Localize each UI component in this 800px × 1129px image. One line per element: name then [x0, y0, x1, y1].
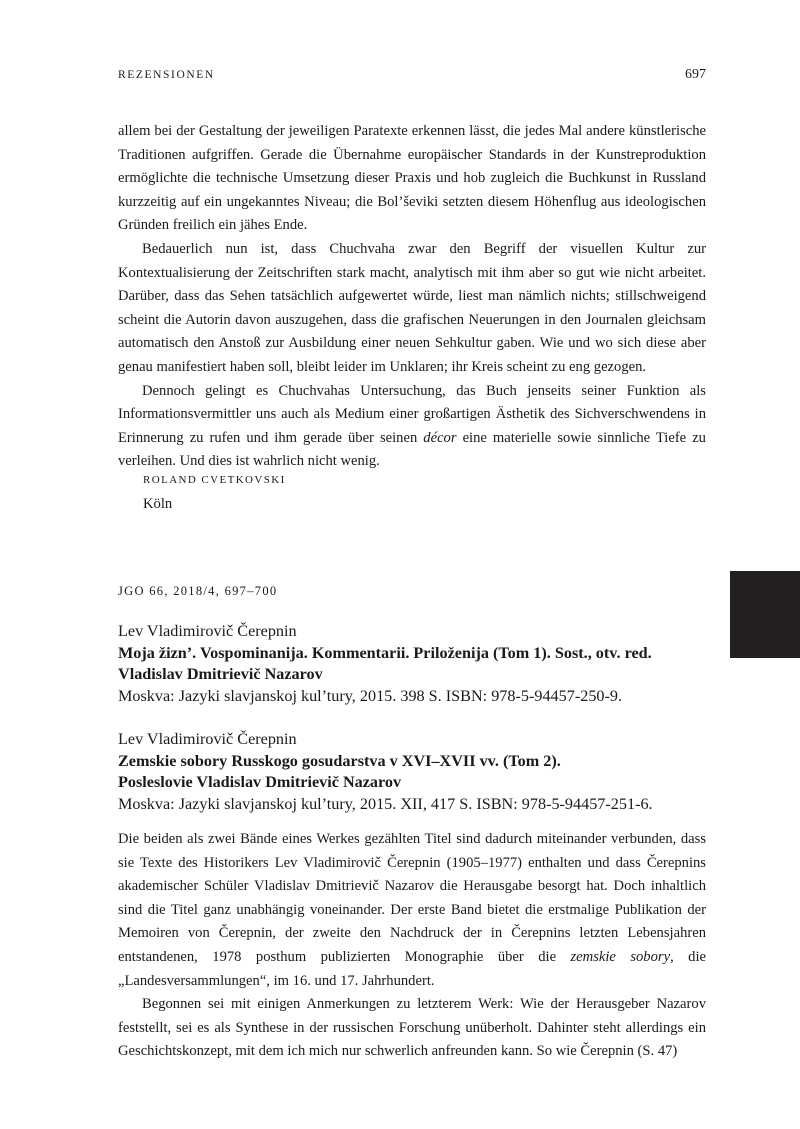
running-title: REZENSIONEN — [118, 69, 215, 81]
book-title: Moja žizn’. Vospominanija. Kommentarii. Priloženija (Tom 1). Sost., otv. red. — [118, 643, 652, 662]
book-title: Posleslovie Vladislav Dmitrievič Nazarov — [118, 773, 402, 791]
emphasized-term: zemskie sobory — [570, 948, 671, 965]
previous-review-body — [118, 120, 706, 474]
journal-reference: JGO 66, 2018/4, 697–700 — [118, 584, 278, 598]
review-body — [118, 828, 706, 1064]
book-title: Vladislav Dmitrievič Nazarov — [118, 665, 323, 683]
paragraph — [118, 828, 706, 993]
paragraph-text: eine materielle sowie sinnliche Tiefe zu verleihen. Und dies ist wahrlich nicht wenig. — [118, 429, 706, 470]
reviewer-signature — [143, 472, 286, 513]
running-head — [118, 67, 706, 83]
reviewer-place: Köln — [143, 496, 173, 512]
paragraph: Begonnen sei mit einigen Anmerkungen zu letzterem Werk: Wie der Herausgeber Nazarov feststellt, sei es als Synthese in der russischen Forschung unüberholt. Dahinter steht allerdings ein Geschichtskonzept, mit dem ich mich nur schwerlich anfreunden kann. So wie Čerepnin (S. 47) — [118, 996, 706, 1060]
thumb-tab — [730, 571, 800, 658]
book-author: Lev Vladimirovič Čerepnin — [118, 730, 297, 748]
book-publication: Moskva: Jazyki slavjanskoj kul’tury, 2015. 398 S. ISBN: 978-5-94457-250-9. — [118, 686, 623, 705]
paragraph-text: Die beiden als zwei Bände eines Werkes gezählten Titel sind dadurch miteinander verbunden, dass sie Texte des Historikers Lev Vladimirovič Čerepnin (1905–1977) enthalten und dass Čerepnins akademischer Schüler Vladislav Dmitrievič Nazarov die Herausgabe besorgt hat. Doch inhaltlich sind die Titel ganz unabhängig voneinander. Der erste Band bietet die erstmalige Publikation der Memoiren von Čerepnin, der zweite den Nachdruck der in Čerepnins letzten Lebensjahren entstandenen, 1978 posthum publizierten Monographie über die — [118, 831, 706, 965]
book-author: Lev Vladimirovič Čerepnin — [118, 622, 297, 640]
book-entry — [118, 621, 718, 707]
paragraph: Bedauerlich nun ist, dass Chuchvaha zwar den Begriff der visuellen Kultur zur Kontextualisierung der Zeitschriften stark macht, analytisch mit ihm aber so gut wie nicht arbeitet. Darüber, dass das Sehen tatsächlich aufgewertet würde, liest man nämlich nichts; stillschweigend scheint die Autorin davon auszugehen, dass die grafischen Neuerungen in den Journalen gleichsam automatisch den Anstoß zur Ausbildung einer neuen Sehkultur gaben. Wie und wo sich diese aber genau manifestiert haben soll, bleibt leider im Unklaren; ihr Kreis scheint zu eng gezogen. — [118, 240, 706, 375]
paragraph: allem bei der Gestaltung der jeweiligen Paratexte erkennen lässt, die jedes Mal andere künstlerische Traditionen aufgriffen. Gerade die Übernahme europäischer Standards in der Kunstreproduktion ermöglichte die technische Umsetzung dieser Praxis und hob zugleich die Buchkunst in Russland kurzzeitig auf ein ungekanntes Niveau; die Bol’ševiki setzten diesem Höhenflug aus ideologischen Gründen freilich ein jähes Ende. — [118, 123, 706, 234]
book-publication: Moskva: Jazyki slavjanskoj kul’tury, 2015. XII, 417 S. ISBN: 978-5-94457-251-6. — [118, 794, 653, 813]
reviewer-name: ROLAND CVETKOVSKI — [143, 474, 286, 486]
emphasized-term: décor — [423, 429, 457, 446]
page-number: 697 — [685, 67, 706, 82]
paragraph-text: , die „Landesversammlungen“, im 16. und 17. Jahrhundert. — [118, 948, 706, 989]
book-entry — [118, 729, 718, 815]
paragraph — [118, 380, 706, 474]
paragraph-text: Dennoch gelingt es Chuchvahas Untersuchung, das Buch jenseits seiner Funktion als Informationsvermittler uns auch als Medium einer großartigen Ästhetik des Sichverschwendens in Erinnerung zu rufen und ihm gerade über seinen — [118, 382, 706, 446]
book-title: Zemskie sobory Russkogo gosudarstva v XVI–XVII vv. (Tom 2). — [118, 751, 561, 770]
